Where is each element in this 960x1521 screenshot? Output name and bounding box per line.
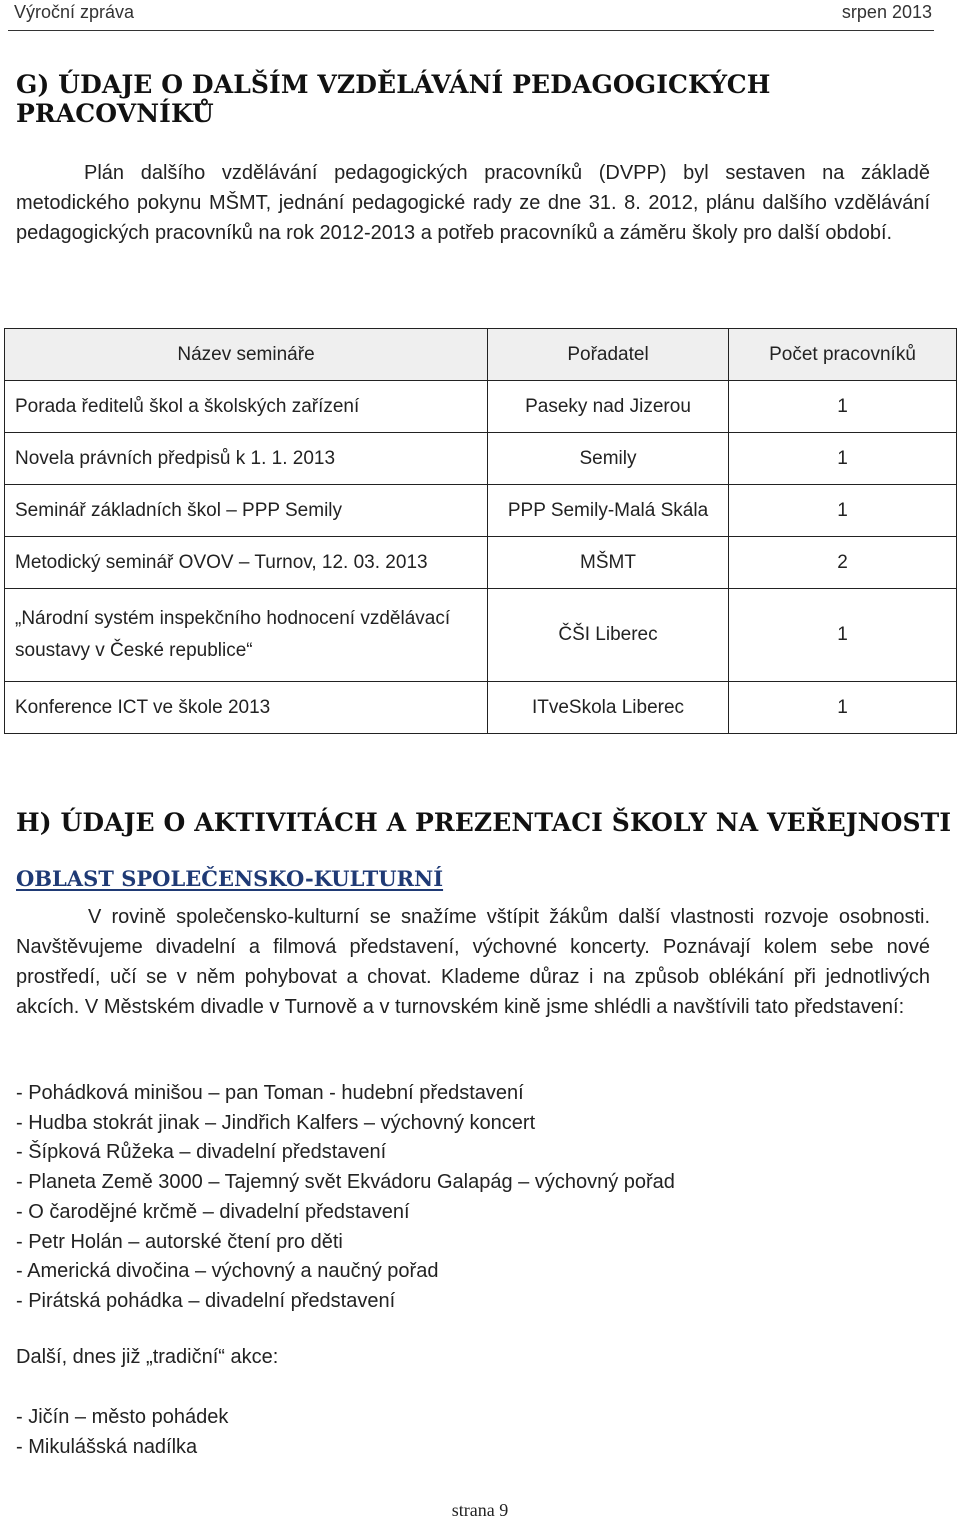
column-header-name: Název semináře — [5, 329, 488, 381]
shows-list — [16, 1079, 675, 1317]
culture-subheading: OBLAST SPOLEČENSKO-KULTURNÍ — [16, 866, 444, 891]
list-item: - Hudba stokrát jinak – Jindřich Kalfers – výchovný koncert — [16, 1111, 536, 1134]
header-divider — [8, 30, 934, 31]
list-item: - Pirátská pohádka – divadelní představení — [16, 1289, 396, 1312]
seminar-organizer: ITveSkola Liberec — [488, 682, 729, 734]
seminar-organizer: ČŠI Liberec — [488, 589, 729, 682]
seminar-organizer: Semily — [488, 433, 729, 485]
seminar-name: „Národní systém inspekčního hodnocení vzdělávací soustavy v České republice“ — [5, 589, 488, 682]
section-g-heading: G) ÚDAJE O DALŠÍM VZDĚLÁVÁNÍ PEDAGOGICKÝCH PRACOVNÍKŮ — [16, 70, 771, 128]
table-row — [5, 589, 957, 682]
seminar-organizer: MŠMT — [488, 537, 729, 589]
list-item: - Šípková Růžeka – divadelní představení — [16, 1141, 387, 1164]
seminar-count: 1 — [729, 682, 957, 734]
seminar-table — [4, 328, 957, 734]
seminar-count: 2 — [729, 537, 957, 589]
list-item: - Mikulášská nadílka — [16, 1435, 198, 1458]
section-h-heading: H) ÚDAJE O AKTIVITÁCH A PREZENTACI ŠKOLY NA VEŘEJNOSTI — [16, 808, 952, 837]
report-date: srpen 2013 — [841, 2, 932, 22]
seminar-count: 1 — [729, 589, 957, 682]
page-number: strana 9 — [451, 1500, 509, 1520]
list-item: - Pohádková minišou – pan Toman - hudební představení — [16, 1082, 524, 1104]
seminar-name: Porada ředitelů škol a školských zařízení — [5, 381, 488, 433]
seminar-name: Seminář základních škol – PPP Semily — [5, 485, 488, 537]
tradition-intro: Další, dnes již „tradiční“ akce: — [16, 1346, 279, 1368]
list-item: - Planeta Země 3000 – Tajemný svět Ekvádoru Galapág – výchovný pořad — [16, 1171, 675, 1194]
seminar-name: Konference ICT ve škole 2013 — [5, 682, 488, 734]
list-item: - O čarodějné krčmě – divadelní představení — [16, 1200, 410, 1223]
table-header-row — [5, 329, 957, 381]
column-header-count: Počet pracovníků — [729, 329, 957, 381]
table-row — [5, 485, 957, 537]
seminar-count: 1 — [729, 433, 957, 485]
seminar-organizer: Paseky nad Jizerou — [488, 381, 729, 433]
tradition-list — [16, 1403, 228, 1462]
list-item: - Jičín – město pohádek — [16, 1406, 229, 1428]
section-h-paragraph: V rovině společensko-kulturní se snažíme vštípit žákům další vlastnosti rozvoje osobnosti. Navštěvujeme divadelní a filmová představení, výchovné koncerty. Poznávají kolem sebe nové prostředí, učí se v něm pohybovat a chovat. Klademe důraz i na způsob oblékání při jednotlivých akcích. V Městském divadle v Turnově a v turnovském kině jsme shlédli a navštívili tato představení: — [16, 906, 930, 1018]
seminar-name: Novela právních předpisů k 1. 1. 2013 — [5, 433, 488, 485]
seminar-count: 1 — [729, 381, 957, 433]
seminar-count: 1 — [729, 485, 957, 537]
table-row — [5, 433, 957, 485]
report-title: Výroční zpráva — [14, 2, 135, 22]
section-g-paragraph: Plán dalšího vzdělávání pedagogických pracovníků (DVPP) byl sestaven na základě metodického pokynu MŠMT, jednání pedagogické rady ze dne 31. 8. 2012, plánu dalšího vzdělávání pedagogických pracovníků na rok 2012-2013 a potřeb pracovníků a záměru školy pro další období. — [16, 162, 930, 244]
list-item: - Petr Holán – autorské čtení pro děti — [16, 1230, 343, 1253]
column-header-organizer: Pořadatel — [488, 329, 729, 381]
seminar-name: Metodický seminář OVOV – Turnov, 12. 03. 2013 — [5, 537, 488, 589]
table-row — [5, 381, 957, 433]
table-row — [5, 682, 957, 734]
seminar-organizer: PPP Semily-Malá Skála — [488, 485, 729, 537]
table-row — [5, 537, 957, 589]
list-item: - Americká divočina – výchovný a naučný pořad — [16, 1260, 439, 1283]
